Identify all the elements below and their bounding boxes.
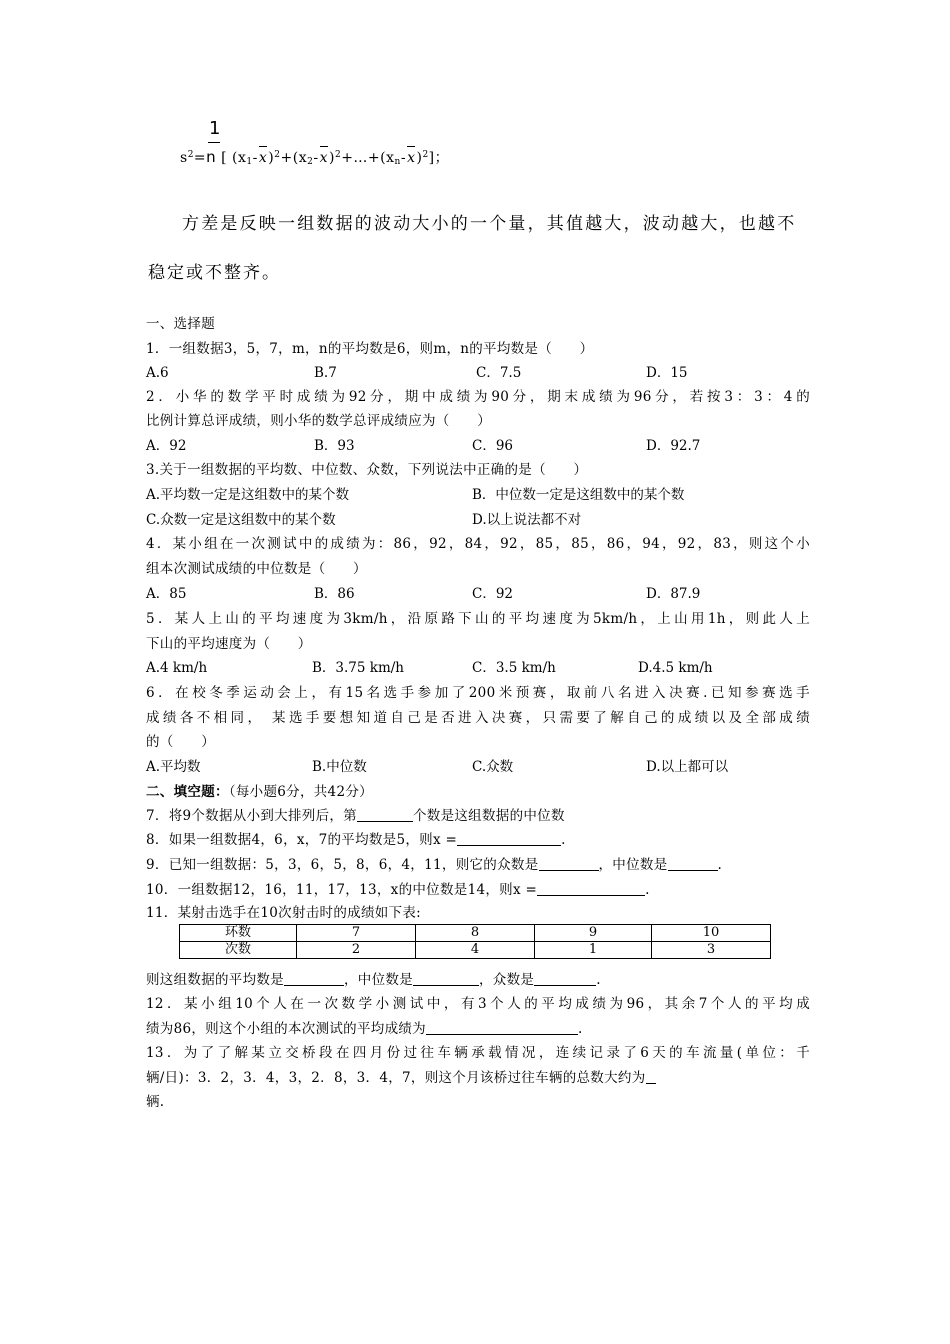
q2-option-c: C．96 [472,438,514,454]
formula-minus1: - [252,150,258,166]
q13-line-1: 13．为了了解某立交桥段在四月份过往车辆承载情况，连续记录了6天的车流量(单位：千 [146,1045,810,1061]
table-cell: 4 [416,942,535,959]
formula-s: s [180,150,188,166]
formula-dots: … [353,150,368,166]
formula-minus3: - [400,150,407,166]
q9-blank-mode[interactable] [539,857,599,871]
formula-rp3: ) [416,150,423,166]
formula-sub1: 1 [246,157,253,167]
q12-line-2 [146,1021,810,1037]
formula-plus1: + [280,150,293,166]
q13-text-a: 辆/日)：3．2，3．4，3，2．8，3．4，7，则这个月该桥过往车辆的总数大约为 [146,1070,646,1086]
table-cell: 次数 [180,942,297,959]
q8-text-a: 8．如果一组数据4，6，x，7的平均数是5，则x = [146,832,458,848]
table-cell: 2 [297,942,416,959]
intro-line-2: 稳定或不整齐。 [148,263,281,283]
q8 [146,832,810,848]
formula-numerator: 1 [209,118,221,139]
fraction-line [208,142,220,143]
q4-stem-2: 组本次测试成绩的中位数是（ ） [146,561,367,577]
table-row [180,942,771,959]
q1-stem: 1．一组数据3，5，7，m，n的平均数是6，则m，n的平均数是（ ） [146,341,594,357]
q7-text-b: 个数是这组数据的中位数 [412,808,565,824]
q4-option-a: A．85 [146,586,187,602]
q7-text-a: 7．将9个数据从小到大排列后，第 [146,808,357,824]
q4-stem-1: 4．某小组在一次测试中的成绩为：86，92，84，92，85，85，86，94，92，83，则这个小 [146,536,810,552]
table-cell: 8 [416,925,535,942]
q5-option-d: D.4.5 km/h [638,660,713,676]
q1-option-b: B.7 [314,365,337,381]
q1-option-c: C．7.5 [476,365,522,381]
section2-header [146,784,810,800]
q4-option-b: B．86 [314,586,355,602]
q6-option-d: D.以上都可以 [646,759,729,775]
q7-blank[interactable] [357,808,413,822]
q2-options [146,438,810,454]
q10-text-b: . [645,882,650,898]
q1-option-d: D．15 [646,365,688,381]
q1-options [146,365,810,381]
q9-blank-median[interactable] [668,857,718,871]
q11-text-c: ，众数是 [479,972,535,988]
shooting-scores-table [179,924,771,959]
formula-lp3: ( [380,150,387,166]
q6-stem-3: 的（ ） [146,734,215,750]
q3-option-a: A.平均数一定是这组数中的某个数 [146,487,350,503]
q10-text-a: 10．一组数据12，16，11，17，13，x的中位数是14，则x = [146,882,538,898]
formula-denominator: n [206,148,217,166]
formula-sq3: 2 [422,150,429,160]
q11-blank-mean[interactable] [284,972,344,986]
q3-stem: 3.关于一组数据的平均数、中位数、众数，下列说法中正确的是（ ） [146,462,588,478]
formula-plus3: + [367,150,381,166]
formula-xbar2: x [319,150,328,166]
q12-line-1: 12．某小组10个人在一次数学小测试中，有3个人的平均成绩为96，其余7个人的平均成 [146,996,810,1012]
formula-minus2: - [313,150,319,166]
formula-subn: n [394,157,401,167]
q11-text-d: . [596,972,601,988]
formula-xbar1: x [258,150,268,166]
q10-blank[interactable] [537,882,645,896]
q11-blank-median[interactable] [413,972,479,986]
section1-title: 一、选择题 [146,316,215,332]
q9 [146,857,810,873]
q9-text-c: . [717,857,723,873]
formula-eq: = [193,150,207,166]
q5-stem-1: 5．某人上山的平均速度为3km/h，沿原路下山的平均速度为5km/h，上山用1h，则此人上 [146,611,810,627]
table-cell: 9 [535,925,652,942]
q6-option-a: A.平均数 [146,759,201,775]
q11-text-a: 则这组数据的平均数是 [146,972,284,988]
q2-stem-2: 比例计算总评成绩，则小华的数学总评成绩应为（ ） [146,413,491,429]
q6-options [146,759,810,775]
formula-x2: x [298,150,308,166]
q9-text-a: 9．已知一组数据：5，3，6，5，8，6，4，11，则它的众数是 [146,857,539,873]
q3-option-b: B．中位数一定是这组数中的某个数 [472,487,685,503]
formula-sub2: 2 [307,157,314,167]
q8-text-b: . [561,832,566,848]
formula-lp2: ( [292,150,299,166]
q2-stem-1: 2．小华的数学平时成绩为92分，期中成绩为90分，期末成绩为96分，若按3：3：4的 [146,389,810,405]
q3-options-row1 [146,487,810,503]
q3-option-d: D.以上说法都不对 [472,512,582,528]
q3-option-c: C.众数一定是这组数中的某个数 [146,512,336,528]
q5-option-a: A.4 km/h [146,660,208,676]
q2-option-d: D．92.7 [646,438,701,454]
formula-plus2: + [341,150,354,166]
formula-lp1: ( [232,150,239,166]
formula-sq1: 2 [274,150,281,160]
q4-options [146,586,810,602]
q13-blank[interactable] [646,1070,656,1084]
formula-open: [ [221,150,228,166]
q11-blank-mode[interactable] [534,972,596,986]
q6-option-b: B.中位数 [312,759,367,775]
section2-title: 二、填空题： [146,784,229,800]
q9-text-b: ，中位数是 [598,857,668,873]
q3-options-row2 [146,512,810,528]
table-row [180,925,771,942]
section2-note: （每小题6分，共42分） [228,784,373,800]
table-cell: 1 [535,942,652,959]
formula-sq: 2 [187,150,194,160]
q11-stem: 11．某射击选手在10次射击时的成绩如下表: [146,905,422,921]
q11-text-b: ，中位数是 [344,972,413,988]
formula-close: ]； [428,150,450,166]
q5-option-b: B．3.75 km/h [312,660,404,676]
variance-formula [180,118,740,178]
q8-blank[interactable] [457,832,561,846]
q5-option-c: C．3.5 km/h [472,660,556,676]
q5-options [146,660,810,676]
q7 [146,808,810,824]
table-cell: 3 [652,942,771,959]
q2-option-b: B．93 [314,438,355,454]
q6-stem-1: 6．在校冬季运动会上，有15名选手参加了200米预赛，取前八名进入决赛.已知参赛选手 [146,685,810,701]
q4-option-c: C．92 [472,586,514,602]
formula-sq2: 2 [334,150,342,160]
q5-stem-2: 下山的平均速度为（ ） [146,636,312,652]
q13-line-3: 辆. [146,1094,165,1110]
formula-rp1: ) [268,150,275,166]
q12-text-b: . [577,1021,583,1037]
formula-rp2: ) [328,150,335,166]
q6-option-c: C.众数 [472,759,514,775]
q13-line-2 [146,1070,810,1086]
formula-x1: x [238,150,247,166]
q12-blank[interactable] [426,1021,578,1035]
q10 [146,882,810,898]
q4-option-d: D．87.9 [646,586,701,602]
table-cell: 7 [297,925,416,942]
q12-text-a: 绩为86，则这个小组的本次测试的平均成绩为 [146,1021,426,1037]
formula-xbar3: x [407,150,416,166]
q11-answers [146,972,810,988]
table-cell: 环数 [180,925,297,942]
formula-xn: x [386,150,395,166]
q2-option-a: A．92 [146,438,187,454]
table-cell: 10 [652,925,771,942]
q1-option-a: A.6 [146,365,169,381]
formula-body [180,147,449,167]
intro-line-1: 方差是反映一组数据的波动大小的一个量，其值越大，波动越大，也越不 [182,214,797,234]
q6-stem-2: 成绩各不相同， 某选手要想知道自己是否进入决赛，只需要了解自己的成绩以及全部成绩 [146,710,810,726]
